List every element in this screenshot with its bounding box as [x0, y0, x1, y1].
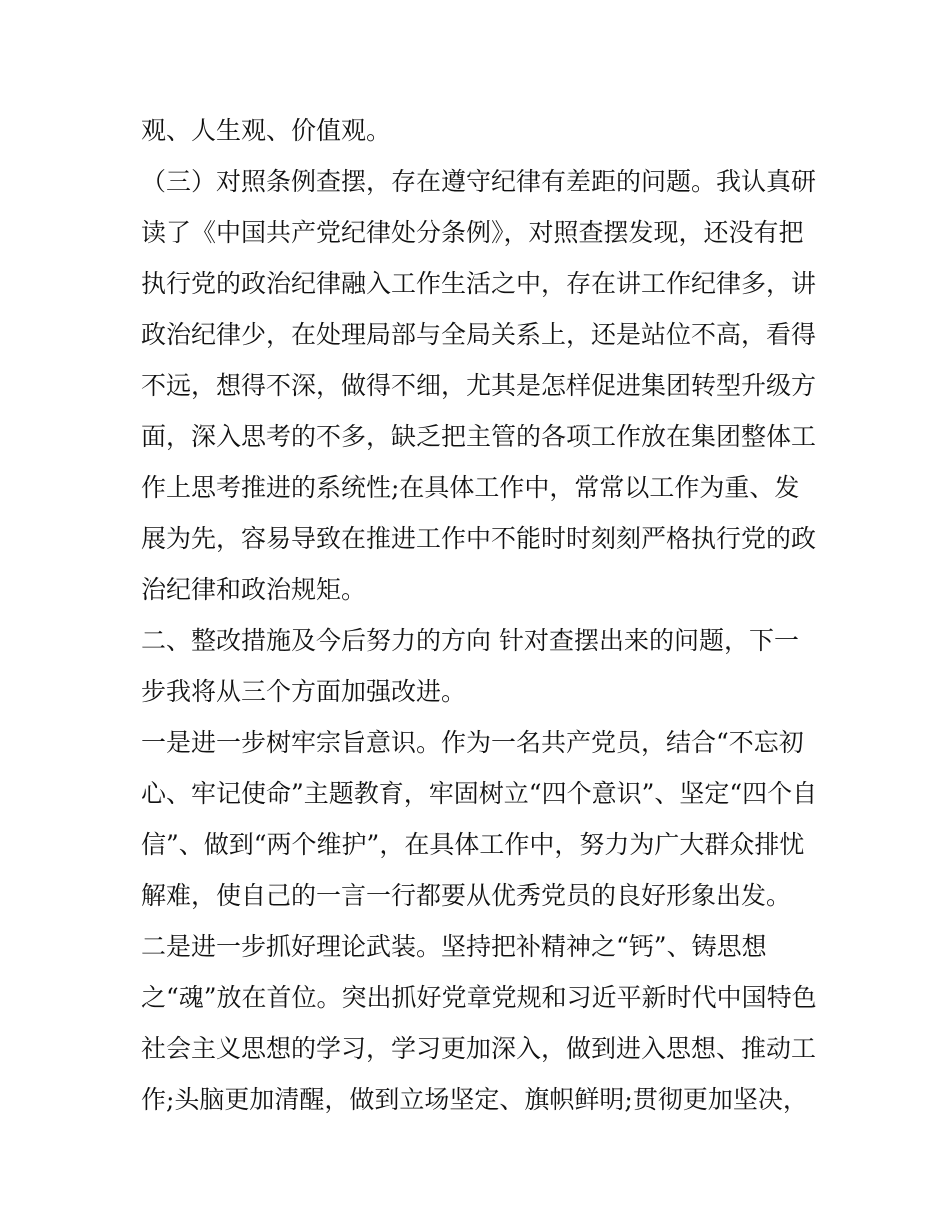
- text-line: （三）对照条例查摆，存在遵守纪律有差距的问题。我认真研: [141, 167, 817, 196]
- text-line: 二、整改措施及今后努力的方向 针对查摆出来的问题，下一: [141, 626, 799, 655]
- text-line: 展为先，容易导致在推进工作中不能时时刻刻严格执行党的政: [141, 524, 817, 553]
- text-line: 二是进一步抓好理论武装。坚持把补精神之“钙”、铸思想: [141, 932, 767, 961]
- body-text: [141, 105, 821, 1125]
- text-line: 不远，想得不深，做得不细，尤其是怎样促进集团转型升级方: [141, 371, 817, 400]
- text-line: 治纪律和政治规矩。: [141, 575, 367, 604]
- text-line: 作;头脑更加清醒，做到立场坚定、旗帜鲜明;贯彻更加坚决，: [141, 1085, 808, 1114]
- text-line: 作上思考推进的系统性;在具体工作中，常常以工作为重、发: [141, 473, 800, 502]
- text-line: 信”、做到“两个维护”，在具体工作中，努力为广大群众排忧: [141, 830, 805, 859]
- text-line: 一是进一步树牢宗旨意识。作为一名共产党员，结合“不忘初: [141, 728, 804, 757]
- text-line: 心、牢记使命”主题教育，牢固树立“四个意识”、坚定“四个自: [141, 779, 818, 808]
- text-line: 政治纪律少，在处理局部与全局关系上，还是站位不高，看得: [141, 320, 817, 349]
- text-line: 观、人生观、价值观。: [141, 116, 392, 145]
- text-line: 步我将从三个方面加强改进。: [141, 677, 467, 706]
- text-line: 读了《中国共产党纪律处分条例》，对照查摆发现，还没有把: [141, 218, 804, 247]
- text-line: 解难，使自己的一言一行都要从优秀党员的良好形象出发。: [141, 881, 792, 910]
- text-line: 之“魂”放在首位。突出抓好党章党规和习近平新时代中国特色: [141, 983, 817, 1012]
- text-line: 执行党的政治纪律融入工作生活之中，存在讲工作纪律多，讲: [141, 269, 817, 298]
- text-line: 面，深入思考的不多，缺乏把主管的各项工作放在集团整体工: [141, 422, 817, 451]
- text-line: 社会主义思想的学习，学习更加深入，做到进入思想、推动工: [141, 1034, 817, 1063]
